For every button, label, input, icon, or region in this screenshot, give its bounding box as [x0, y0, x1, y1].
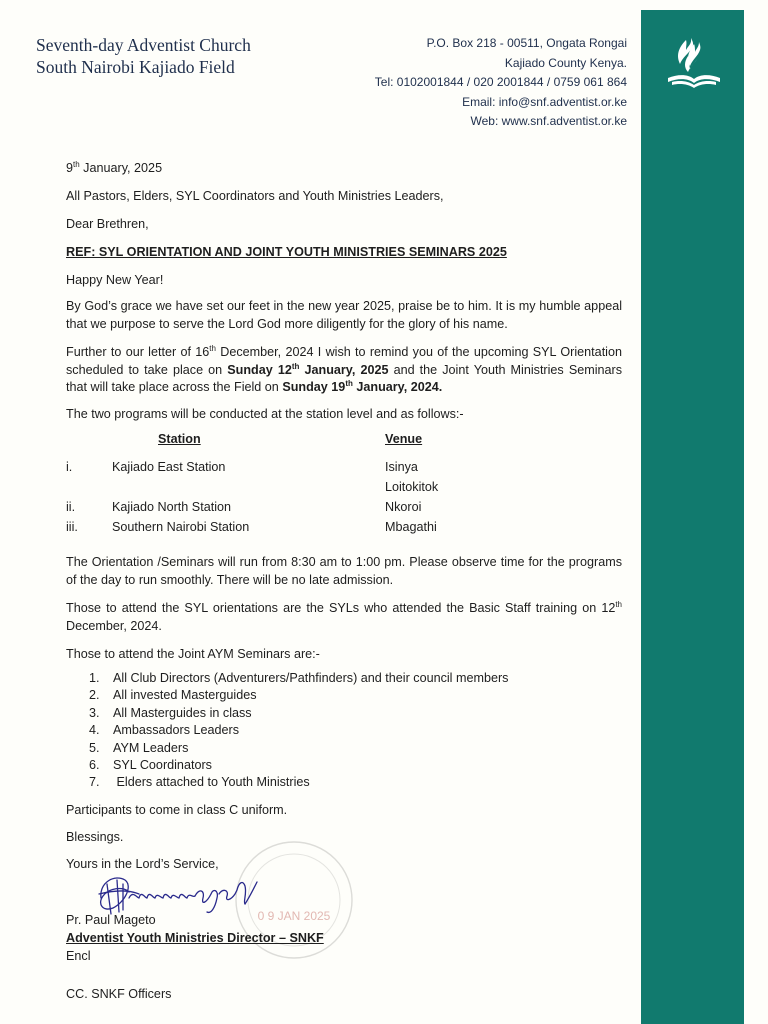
uniform-note: Participants to come in class C uniform.: [66, 803, 288, 817]
attendee-list: [89, 670, 508, 792]
signer-title: Adventist Youth Ministries Director – SNKF: [66, 931, 324, 945]
list-item: 7. Elders attached to Youth Ministries: [89, 775, 310, 790]
list-item: 6. SYL Coordinators: [89, 758, 212, 773]
po-box: P.O. Box 218 - 00511, Ongata Rongai: [426, 36, 627, 50]
list-item: 3. All Masterguides in class: [89, 705, 252, 720]
letter-date: 9th January, 2025: [66, 159, 163, 175]
signer-name: Pr. Paul Mageto: [66, 913, 156, 927]
row-1-venue-1: Isinya: [385, 460, 418, 474]
row-3-station: Southern Nairobi Station: [112, 520, 250, 534]
row-2-station: Kajiado North Station: [112, 500, 232, 514]
greeting: Happy New Year!: [66, 273, 164, 287]
paragraph-syl-attendees: Those to attend the SYL orientations are the SYLs who attended the Basic Staff training on 12th December, 2024.: [66, 599, 622, 633]
carbon-copy: CC. SNKF Officers: [66, 987, 172, 1001]
list-item: 2. All invested Masterguides: [89, 688, 257, 703]
list-item: 4. Ambassadors Leaders: [89, 723, 240, 738]
org-line-2: South Nairobi Kajiado Field: [36, 57, 235, 77]
programs-intro: The two programs will be conducted at the station level and as follows:-: [66, 407, 464, 421]
salutation: Dear Brethren,: [66, 217, 149, 231]
row-2-number: ii.: [66, 500, 76, 514]
reference-line: REF: SYL ORIENTATION AND JOINT YOUTH MINISTRIES SEMINARS 2025: [66, 245, 507, 259]
paragraph-grace: By God’s grace we have set our feet in the new year 2025, praise be to him. It is my humble appeal that we purpose to serve the Lord God more diligently for the glory of his name.: [66, 299, 622, 331]
closing: Yours in the Lord’s Service,: [66, 857, 219, 871]
organization-name: [36, 34, 251, 78]
blessings: Blessings.: [66, 830, 124, 844]
row-3-venue-1: Mbagathi: [385, 520, 437, 534]
row-1-venue-2: Loitokitok: [385, 480, 439, 494]
paragraph-schedule: The Orientation /Seminars will run from 8:30 am to 1:00 pm. Please observe time for the programs of the day to run smoothly. There will be no late admission.: [66, 555, 622, 587]
sda-flame-bible-logo-icon: [664, 34, 724, 94]
row-1-number: i.: [66, 460, 73, 474]
row-1-station: Kajiado East Station: [112, 460, 226, 474]
row-2-venue-1: Nkoroi: [385, 500, 422, 514]
header-station: Station: [158, 432, 201, 446]
list-item: 5. AYM Leaders: [89, 740, 189, 755]
aym-intro: Those to attend the Joint AYM Seminars are:-: [66, 647, 320, 661]
county: Kajiado County Kenya.: [504, 55, 627, 70]
header-venue: Venue: [385, 432, 423, 446]
paragraph-reminder: Further to our letter of 16th December, 2024 I wish to remind you of the upcoming SYL Orientation scheduled to take place on Sunday 12th January, 2025 and the Joint Youth Ministries Seminars that will take place across the Field on Sunday 19th January, 2024.: [66, 343, 623, 394]
email: Email: info@snf.adventist.or.ke: [462, 94, 627, 109]
letterhead-side-band: [641, 10, 744, 1024]
list-item: 1. All Club Directors (Adventurers/Pathfinders) and their council members: [89, 671, 509, 685]
telephone: Tel: 0102001844 / 020 2001844 / 0759 061 864: [374, 75, 627, 90]
enclosure: Encl: [66, 949, 91, 963]
org-line-1: Seventh-day Adventist Church: [36, 35, 251, 55]
row-3-number: iii.: [66, 520, 78, 534]
website: Web: www.snf.adventist.or.ke: [470, 114, 627, 129]
stamp-date: 0 9 JAN 2025: [257, 909, 331, 923]
contact-address-block: [375, 34, 627, 132]
recipients: All Pastors, Elders, SYL Coordinators and Youth Ministries Leaders,: [66, 189, 444, 203]
